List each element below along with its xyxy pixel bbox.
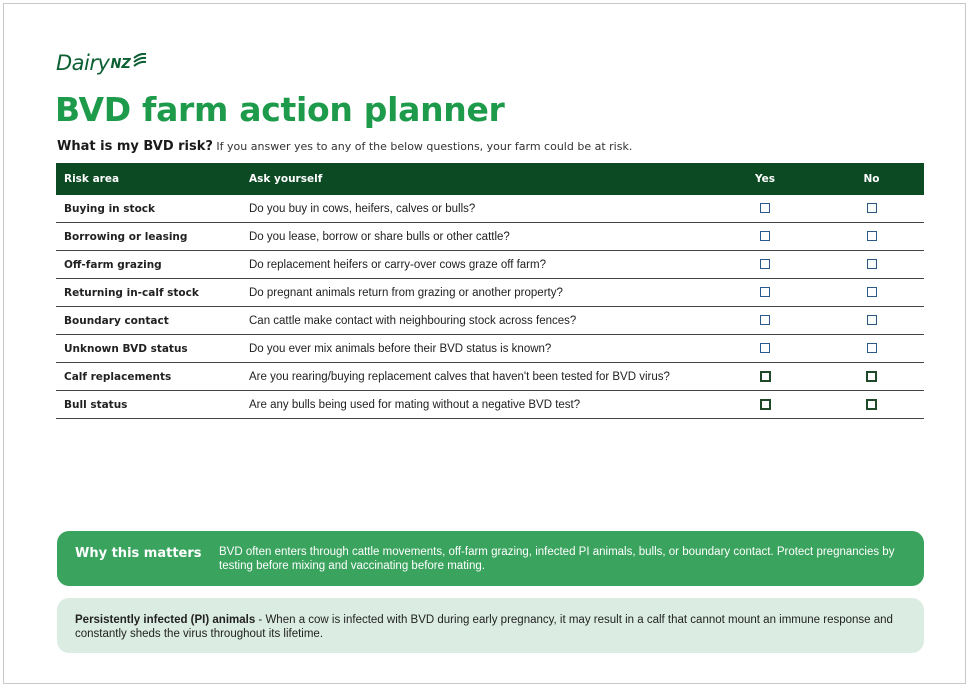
yes-checkbox[interactable] [760, 203, 770, 213]
yes-checkbox[interactable] [760, 287, 770, 297]
yes-checkbox[interactable] [760, 315, 770, 325]
subtitle [57, 135, 632, 154]
yes-checkbox[interactable] [760, 343, 770, 353]
risk-area-cell: Borrowing or leasing [56, 223, 241, 251]
no-checkbox[interactable] [867, 287, 877, 297]
table-row [56, 307, 924, 335]
table-row [56, 251, 924, 279]
header-yes: Yes [711, 163, 819, 195]
no-checkbox[interactable] [867, 259, 877, 269]
pi-animals-panel [57, 598, 924, 653]
risk-area-cell: Unknown BVD status [56, 335, 241, 363]
risk-table [56, 163, 924, 419]
table-row [56, 195, 924, 223]
header-ask-yourself: Ask yourself [241, 163, 711, 195]
header-no: No [819, 163, 924, 195]
risk-area-cell: Off-farm grazing [56, 251, 241, 279]
pi-term: Persistently infected (PI) animals [75, 614, 256, 626]
table-row [56, 223, 924, 251]
question-cell: Can cattle make contact with neighbouring stock across fences? [241, 307, 711, 335]
risk-area-cell: Calf replacements [56, 363, 241, 391]
table-row [56, 391, 924, 419]
yes-checkbox[interactable] [760, 399, 771, 410]
table-header-row [56, 163, 924, 195]
risk-area-cell: Boundary contact [56, 307, 241, 335]
logo-suffix: NZ [110, 57, 131, 72]
question-cell: Do replacement heifers or carry-over cows graze off farm? [241, 251, 711, 279]
yes-checkbox[interactable] [760, 259, 770, 269]
pi-definition: - When a cow is infected with BVD during early pregnancy, it may result in a calf that cannot mount an immune response and constantly sheds the virus throughout its lifetime. [75, 614, 893, 640]
question-cell: Do you buy in cows, heifers, calves or bulls? [241, 195, 711, 223]
risk-area-cell: Returning in-calf stock [56, 279, 241, 307]
risk-area-cell: Bull status [56, 391, 241, 419]
document-page [3, 3, 966, 684]
yes-checkbox[interactable] [760, 231, 770, 241]
no-checkbox[interactable] [866, 371, 877, 382]
why-text: BVD often enters through cattle movements, off-farm grazing, infected PI animals, bulls, or boundary contact. Protect pregnancies by testing before mixing and vaccinating before mating. [219, 546, 895, 572]
no-checkbox[interactable] [867, 315, 877, 325]
why-title: Why this matters [75, 546, 202, 561]
question-cell: Are any bulls being used for mating without a negative BVD test? [241, 391, 711, 419]
question-cell: Do you lease, borrow or share bulls or other cattle? [241, 223, 711, 251]
question-cell: Do pregnant animals return from grazing or another property? [241, 279, 711, 307]
no-checkbox[interactable] [867, 203, 877, 213]
table-row [56, 363, 924, 391]
why-this-matters-panel [57, 531, 924, 586]
logo-word: Dairy [56, 51, 110, 75]
pi-text-block [75, 613, 910, 641]
dairynz-logo [56, 51, 147, 75]
risk-area-cell: Buying in stock [56, 195, 241, 223]
header-risk-area: Risk area [56, 163, 241, 195]
no-checkbox[interactable] [866, 399, 877, 410]
yes-checkbox[interactable] [760, 371, 771, 382]
subtitle-question: What is my BVD risk? [57, 139, 213, 154]
question-cell: Are you rearing/buying replacement calves that haven't been tested for BVD virus? [241, 363, 711, 391]
table-row [56, 335, 924, 363]
question-cell: Do you ever mix animals before their BVD status is known? [241, 335, 711, 363]
no-checkbox[interactable] [867, 343, 877, 353]
page-title: BVD farm action planner [55, 90, 505, 129]
subtitle-text: If you answer yes to any of the below questions, your farm could be at risk. [212, 140, 633, 153]
table-row [56, 279, 924, 307]
no-checkbox[interactable] [867, 231, 877, 241]
leaf-mark-icon [133, 53, 147, 67]
